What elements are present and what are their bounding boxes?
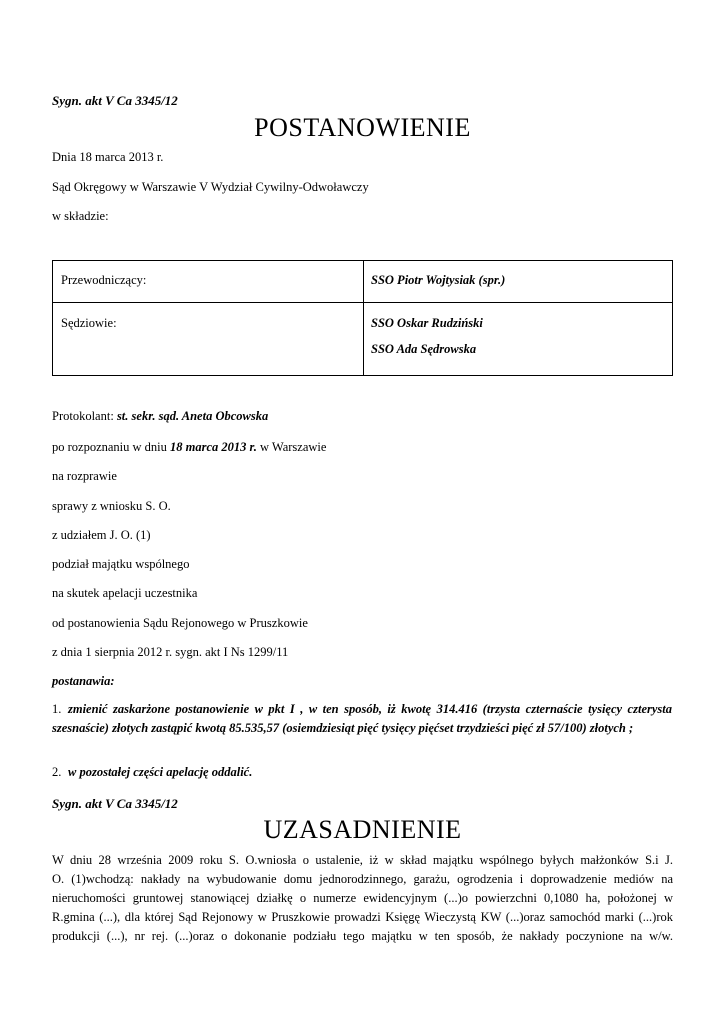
panel-role: Sędziowie: xyxy=(61,316,117,330)
ruling-number: 1. xyxy=(52,702,62,716)
panel-names-cell xyxy=(364,261,673,303)
justification-signature: Sygn. akt V Ca 3345/12 xyxy=(52,796,178,811)
panel-role: Przewodniczący: xyxy=(61,273,147,287)
justification-line: R.gmina (...), dla której Sąd Rejonowy w Pruszkowie prowadzi Księgę Wieczystą KW (...)oraz samochód marki (...)rok xyxy=(52,910,673,924)
ruling-item xyxy=(52,700,672,738)
proceedings-line: z udziałem J. O. (1) xyxy=(52,528,151,542)
panel-row-judges xyxy=(53,303,673,376)
court-panel-table xyxy=(52,260,673,376)
clerk-label: Protokolant: xyxy=(52,409,117,423)
panel-role-cell xyxy=(53,303,364,376)
hearing-suffix: w Warszawie xyxy=(256,440,327,454)
ruling-number: 2. xyxy=(52,765,62,779)
panel-names-cell xyxy=(364,303,673,376)
clerk-line xyxy=(52,409,268,424)
clerk-name: st. sekr. sąd. Aneta Obcowska xyxy=(116,409,269,423)
panel-role-cell xyxy=(53,261,364,303)
justification-line: produkcji (...), nr rej. (...)oraz o dokonanie podziału tego majątku w ten sposób, że nakłady poczynione na w/w. xyxy=(52,929,673,943)
decision-date: Dnia 18 marca 2013 r. xyxy=(52,150,164,164)
ruling-text: w pozostałej części apelację oddalić. xyxy=(68,765,253,779)
proceedings-line: od postanowienia Sądu Rejonowego w Pruszkowie xyxy=(52,616,308,630)
justification-title: UZASADNIENIE xyxy=(263,815,462,844)
justification-line: O. (1)wchodzą: nakłady na wybudowanie domu jednorodzinnego, garażu, ogrodzenia i doprowadzenie mediów na xyxy=(52,872,673,886)
decides-label: postanawia: xyxy=(52,674,115,688)
ruling-item xyxy=(52,763,672,782)
ruling-text: zmienić zaskarżone postanowienie w pkt I , w ten sposób, iż kwotę 314.416 (trzysta czternaście tysięcy czterysta szesnaście) złotych zastąpić kwotą 85.535,57 (osiemdziesiąt pięć tysięcy pięćset trzydzieści pięć zł 57/100) złotych ; xyxy=(52,702,672,735)
justification-line: W dniu 28 września 2009 roku S. O.wniosła o ustalenie, iż w skład majątku wspólnego byłych małżonków S.i J. xyxy=(52,853,673,867)
panel-judge-name: SSO Oskar Rudziński xyxy=(371,316,483,330)
proceedings-line: na rozprawie xyxy=(52,469,117,483)
panel-judge-name: SSO Ada Sędrowska xyxy=(371,342,477,356)
proceedings-line: na skutek apelacji uczestnika xyxy=(52,586,198,600)
panel-row-presiding xyxy=(53,261,673,303)
court-name: Sąd Okręgowy w Warszawie V Wydział Cywilny-Odwoławczy xyxy=(52,180,369,194)
justification-line: nieruchomości gruntowej stanowiącej działkę o numerze ewidencyjnym (...)o powierzchni 0,1080 ha, położonej w xyxy=(52,891,673,905)
hearing-line xyxy=(52,440,326,455)
case-signature: Sygn. akt V Ca 3345/12 xyxy=(52,93,178,108)
panel-judge-name: SSO Piotr Wojtysiak (spr.) xyxy=(371,273,506,287)
document-title: POSTANOWIENIE xyxy=(254,113,471,142)
composition-label: w składzie: xyxy=(52,209,109,223)
proceedings-line: podział majątku wspólnego xyxy=(52,557,190,571)
proceedings-line: sprawy z wniosku S. O. xyxy=(52,499,171,513)
proceedings-line: z dnia 1 sierpnia 2012 r. sygn. akt I Ns 1299/11 xyxy=(52,645,289,659)
hearing-prefix: po rozpoznaniu w dniu xyxy=(52,440,171,454)
hearing-date: 18 marca 2013 r. xyxy=(170,440,257,454)
